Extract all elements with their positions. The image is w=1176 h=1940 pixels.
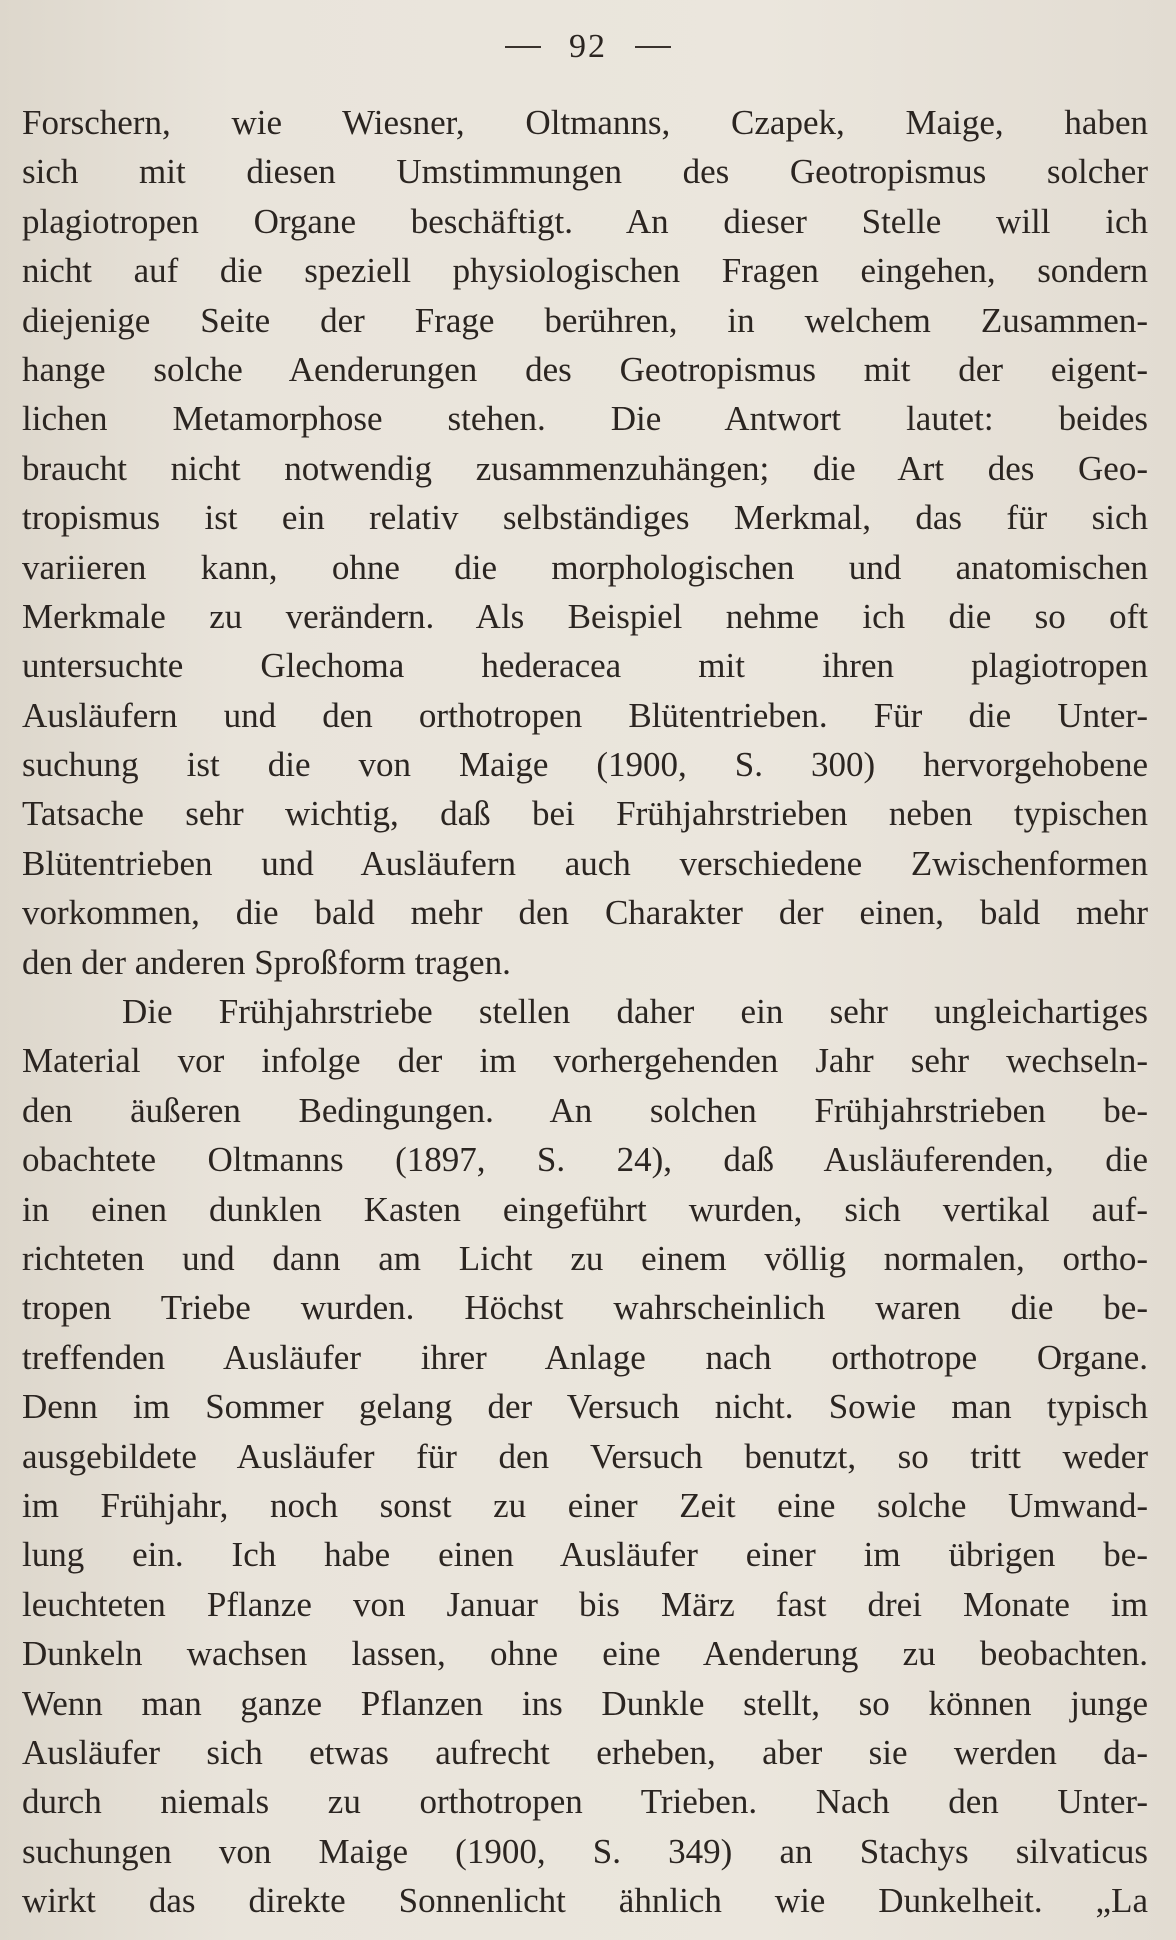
- text-line: durch niemals zu orthotropen Trieben. Nach den Unter-: [22, 1782, 1148, 1822]
- text-line: diejenige Seite der Frage berühren, in welchem Zusammen-: [22, 300, 1148, 340]
- text-line: Wenn man ganze Pflanzen ins Dunkle stellt, so können junge: [22, 1683, 1148, 1723]
- body-text: [22, 98, 1148, 1925]
- text-line: treffenden Ausläufer ihrer Anlage nach orthotrope Organe.: [22, 1337, 1148, 1377]
- text-line: tropismus ist ein relativ selbständiges Merkmal, das für sich: [22, 498, 1148, 538]
- text-line: plagiotropen Organe beschäftigt. An dieser Stelle will ich: [22, 201, 1148, 241]
- text-line: braucht nicht notwendig zusammenzuhängen; die Art des Geo-: [22, 448, 1148, 488]
- text-line: richteten und dann am Licht zu einem völlig normalen, ortho-: [22, 1238, 1148, 1278]
- page-number: 92: [569, 28, 607, 65]
- text-line: Ausläufer sich etwas aufrecht erheben, aber sie werden da-: [22, 1732, 1148, 1772]
- right-dash: [635, 46, 671, 48]
- text-line: tropen Triebe wurden. Höchst wahrscheinlich waren die be-: [22, 1288, 1148, 1328]
- text-line: leuchteten Pflanze von Januar bis März fast drei Monate im: [22, 1584, 1148, 1624]
- text-line: Forschern, wie Wiesner, Oltmanns, Czapek, Maige, haben: [22, 103, 1148, 142]
- left-dash: [505, 46, 541, 48]
- text-line: variieren kann, ohne die morphologischen und anatomischen: [22, 547, 1148, 587]
- text-line: Denn im Sommer gelang der Versuch nicht. Sowie man typisch: [22, 1387, 1148, 1427]
- text-line: Tatsache sehr wichtig, daß bei Frühjahrstrieben neben typischen: [22, 794, 1148, 834]
- text-line: sich mit diesen Umstimmungen des Geotropismus solcher: [22, 152, 1148, 192]
- paragraph-2: [22, 987, 1148, 1925]
- text-line: obachtete Oltmanns (1897, S. 24), daß Ausläuferenden, die: [22, 1140, 1148, 1180]
- text-line: ausgebildete Ausläufer für den Versuch benutzt, so tritt weder: [22, 1436, 1148, 1476]
- page-header: [0, 28, 1176, 66]
- text-line: hange solche Aenderungen des Geotropismus mit der eigent-: [22, 349, 1148, 389]
- text-line: lung ein. Ich habe einen Ausläufer einer im übrigen be-: [22, 1535, 1148, 1575]
- text-line: suchungen von Maige (1900, S. 349) an Stachys silvaticus: [22, 1831, 1148, 1871]
- text-line: lichen Metamorphose stehen. Die Antwort lautet: beides: [22, 399, 1148, 439]
- paragraph-1: [22, 98, 1148, 987]
- text-line: Blütentrieben und Ausläufern auch verschiedene Zwischenformen: [22, 843, 1148, 883]
- text-line: Ausläufern und den orthotropen Blütentrieben. Für die Unter-: [22, 695, 1148, 735]
- text-line: im Frühjahr, noch sonst zu einer Zeit eine solche Umwand-: [22, 1485, 1148, 1525]
- text-line: vorkommen, die bald mehr den Charakter der einen, bald mehr: [22, 893, 1148, 933]
- text-line: Die Frühjahrstriebe stellen daher ein sehr ungleichartiges: [122, 992, 1148, 1032]
- text-line: Dunkeln wachsen lassen, ohne eine Aenderung zu beobachten.: [22, 1634, 1148, 1674]
- text-line: den der anderen Sproßform tragen.: [22, 942, 511, 982]
- text-line: in einen dunklen Kasten eingeführt wurden, sich vertikal auf-: [22, 1189, 1148, 1229]
- text-line: untersuchte Glechoma hederacea mit ihren plagiotropen: [22, 646, 1148, 686]
- text-line: nicht auf die speziell physiologischen Fragen eingehen, sondern: [22, 251, 1148, 291]
- text-line: suchung ist die von Maige (1900, S. 300) hervorgehobene: [22, 745, 1148, 785]
- text-line: wirkt das direkte Sonnenlicht ähnlich wie Dunkelheit. „La: [22, 1881, 1148, 1921]
- text-line: den äußeren Bedingungen. An solchen Frühjahrstrieben be-: [22, 1090, 1148, 1130]
- text-line: Material vor infolge der im vorhergehenden Jahr sehr wechseln-: [22, 1041, 1148, 1081]
- text-line: Merkmale zu verändern. Als Beispiel nehme ich die so oft: [22, 596, 1148, 636]
